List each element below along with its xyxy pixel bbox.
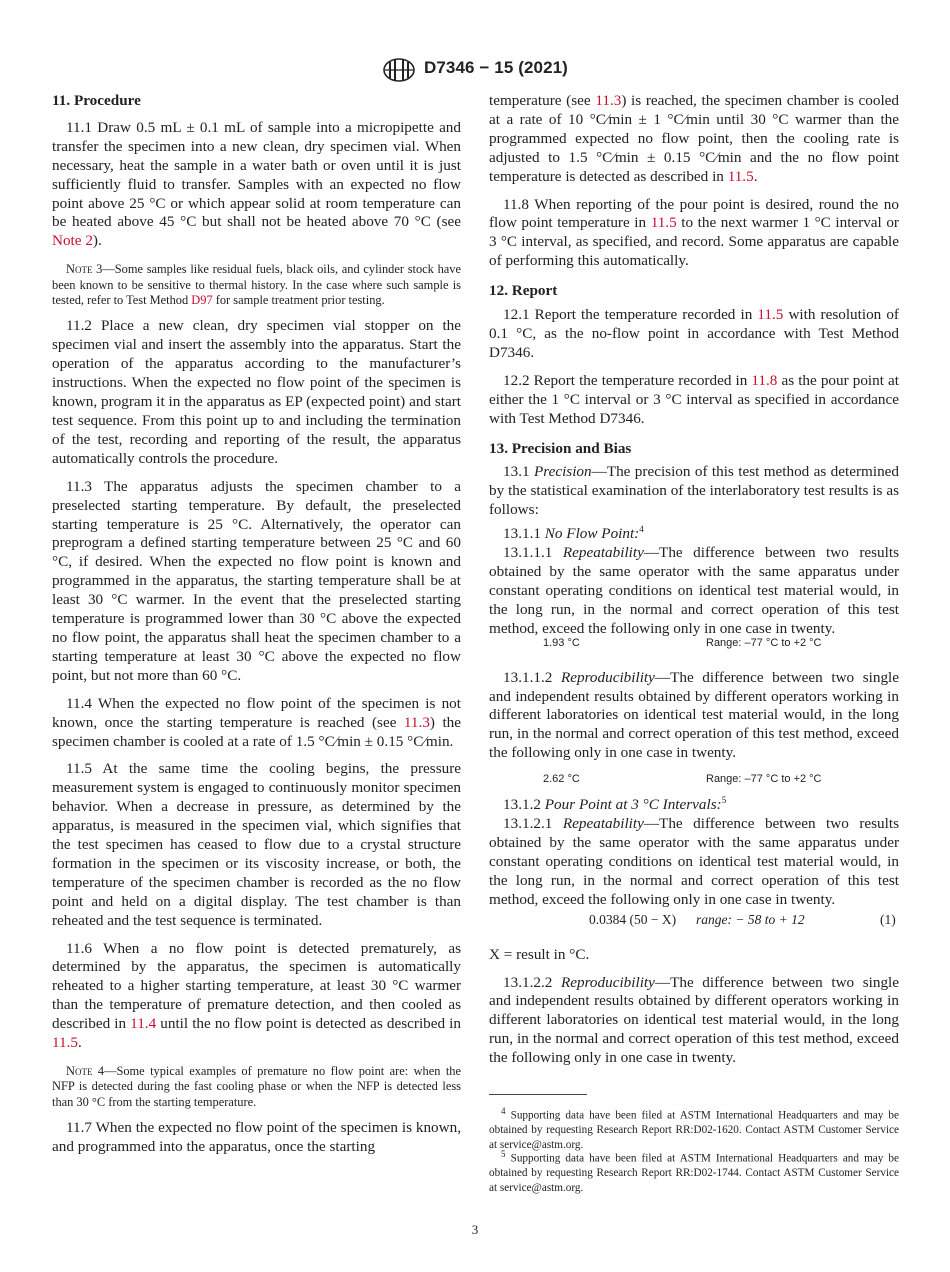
left-column	[52, 92, 461, 1157]
para-11-6: 11.6 When a no flow point is detected prematurely, as determined by the apparatus, the specimen is automatically reheated to a higher starting temperature, at least 30 °C warmer than the temperature of premature detection, and then cooled as described in 11.4 until the no flow point is detected as described in 11.5.	[52, 939, 461, 1052]
link-11-5-c[interactable]: 11.5	[650, 214, 677, 232]
equation-number: (1)	[880, 912, 896, 927]
para-11-7: 11.7 When the expected no flow point of the specimen is known, and programmed into the apparatus, once the starting	[52, 1119, 461, 1156]
footnote-4: $^4$ Supporting data have been filed at ASTM International Headquarters and may be obtained by requesting Research Report RR:D02-1620. Contact ASTM Customer Service at service@astm.org.	[489, 1106, 899, 1151]
para-11-5: 11.5 At the same time the cooling begins, the pressure measurement system is engaged to continuously monitor specimen behavior. When a decrease in pressure, as determined by the apparatus, is measured in the specimen vial, which signifies that the test specimen has ceased to flow due to a crystal structure formation in the specimen or its viscosity increase, or both, the temperature of the specimen chamber is recorded as the no flow point and held on a digital display. The test chamber is than reheated and the test sequence is terminated.	[52, 760, 461, 929]
para-13-1-2: 13.1.2 Pour Point at 3 °C Intervals:$^5$	[503, 795, 727, 814]
variable-definition: X = result in °C.	[489, 945, 590, 963]
footnote-rule	[489, 1094, 587, 1095]
equation-expression: 0.0384 (50 − X)	[589, 912, 677, 927]
page-number: 3	[471, 1222, 479, 1237]
para-11-7-cont: temperature (see 11.3) is reached, the specimen chamber is cooled at a rate of 10 °C⁄min ± 1 °C⁄min until 30 °C warmer than the programmed expected no flow point, then the cooling rate is adjusted to 1.5 °C⁄min ± 0.15 °C⁄min and the no flow point temperature is detected as described in 11.5.	[489, 92, 900, 185]
para-12-1: 12.1 Report the temperature recorded in 11.5 with resolution of 0.1 °C, as the no-flow point in accordance with Test Method D7346.	[489, 306, 899, 361]
footnote-5: $^5$ Supporting data have been filed at ASTM International Headquarters and may be obtained by requesting Research Report RR:D02-1744. Contact ASTM Customer Service at service@astm.org.	[489, 1149, 899, 1194]
para-11-3: 11.3 The apparatus adjusts the specimen chamber to a preselected starting temperature. By default, the preselected starting temperature is 25 °C. Alternatively, the operator can preprogram a defined starting temperature between 25 °C and 60 °C, if desired. When the expected no flow point is known and programmed in the apparatus, the starting temperature shall be at least 30 °C warmer. In the event that the preselected starting temperature is programmed lower than 30 °C above the expected no flow point, the apparatus shall heat the specimen chamber to a starting temperature at least 30 °C above the expected no flow point, but not more than 60 °C.	[52, 477, 461, 684]
repeatability-range: Range: –77 °C to +2 °C	[706, 637, 822, 649]
note-4: Note 4—Some typical examples of premature no flow point are: when the NFP is detected during the fast cooling phase or when the NFP is detected less than 30 °C from the starting temperature.	[52, 1064, 461, 1109]
designation: D7346 − 15 (2021)	[424, 58, 568, 77]
reproducibility-range: Range: –77 °C to +2 °C	[706, 773, 822, 785]
para-13-1-1-1: 13.1.1.1 Repeatability—The difference between two results obtained by the same operator with the same apparatus under constant operating conditions on identical test material would, in the long run, in the normal and correct operation of this test method, exceed the following only in one case in twenty.	[489, 544, 899, 637]
para-13-1-1: 13.1.1 No Flow Point:$^4$	[503, 524, 644, 543]
link-11-8[interactable]: 11.8	[751, 371, 778, 389]
page-header	[0, 56, 950, 86]
para-11-2: 11.2 Place a new clean, dry specimen vial stopper on the specimen vial and insert the assembly into the apparatus. Start the operation of the apparatus according to the manufacturer’s instructions. When the expected no flow point of the specimen is known, program it in the apparatus as EP (expected point) and start test sequence. From this point up to and including the termination of the test, recording and reporting of the result, the apparatus automatically controls the procedure.	[52, 317, 461, 467]
link-11-4[interactable]: 11.4	[130, 1015, 157, 1033]
repeatability-value: 1.93 °C	[543, 637, 580, 649]
note2-link[interactable]: Note 2	[52, 232, 93, 250]
section-11-heading: 11. Procedure	[52, 92, 141, 109]
para-13-1-1-2: 13.1.1.2 Reproducibility—The difference between two single and independent results obtained by different operators working in different laboratories on identical test material would, in the long run, in the normal and correct operation of this test method, exceed the following only in one case in twenty.	[489, 668, 900, 762]
link-11-3[interactable]: 11.3	[403, 713, 430, 731]
astm-logo-icon	[381, 56, 417, 84]
para-12-2: 12.2 Report the temperature recorded in 11.8 as the pour point at either the 1 °C interval or 3 °C interval as specified in accordance with Test Method D7346.	[489, 371, 899, 427]
right-column	[489, 92, 899, 1068]
para-13-1: 13.1 Precision—The precision of this test method as determined by the statistical examination of the interlaboratory test results is as follows:	[489, 463, 899, 519]
link-11-5-b[interactable]: 11.5	[727, 167, 754, 185]
equation-range: range: − 58 to + 12	[696, 912, 805, 927]
para-11-4: 11.4 When the expected no flow point of the specimen is not known, once the starting temperature is reached (see 11.3) the specimen chamber is cooled at a rate of 1.5 °C⁄min ± 0.15 °C⁄min.	[52, 694, 461, 750]
para-11-8: 11.8 When reporting of the pour point is desired, round the no flow point temperature in 11.5 to the next warmer 1 °C interval or 3 °C interval, as specified, and record. Some apparatus are capable of performing this automatically.	[489, 195, 899, 270]
link-11-5-d[interactable]: 11.5	[757, 306, 784, 324]
link-11-3-b[interactable]: 11.3	[595, 92, 622, 109]
section-13-heading: 13. Precision and Bias	[489, 439, 632, 457]
reproducibility-value: 2.62 °C	[543, 773, 580, 785]
link-11-5[interactable]: 11.5	[52, 1034, 79, 1052]
note-3: Note 3—Some samples like residual fuels, black oils, and cylinder stock have been known to be sensitive to thermal history. In the case where such sample is tested, refer to Test Method D97 for sample treatment prior testing.	[52, 262, 461, 308]
para-11-1: 11.1 Draw 0.5 mL ± 0.1 mL of sample into a micropipette and transfer the specimen into a new clean, dry specimen vial. When necessary, heat the sample in a water bath or oven until it is just sufficiently fluid to transfer. Samples with an expected no flow point above 25 °C or which appear solid at room temperature can be heated above 45 °C but shall not be heated above 70 °C (see Note 2).	[52, 118, 461, 250]
para-13-1-2-1: 13.1.2.1 Repeatability—The difference between two results obtained by the same operator with the same apparatus under constant operating conditions on identical test material would, in the long run, in the normal and correct operation of this test method, exceed the following only in one case in twenty.	[489, 815, 899, 908]
section-12-heading: 12. Report	[489, 282, 558, 300]
para-13-1-2-2: 13.1.2.2 Reproducibility—The difference between two single and independent results obtained by different operators working in different laboratories on identical test material would, in the long run, in the normal and correct operation of this test method, exceed the following only in one case in twenty.	[489, 973, 900, 1067]
d97-link[interactable]: D97	[191, 293, 213, 308]
